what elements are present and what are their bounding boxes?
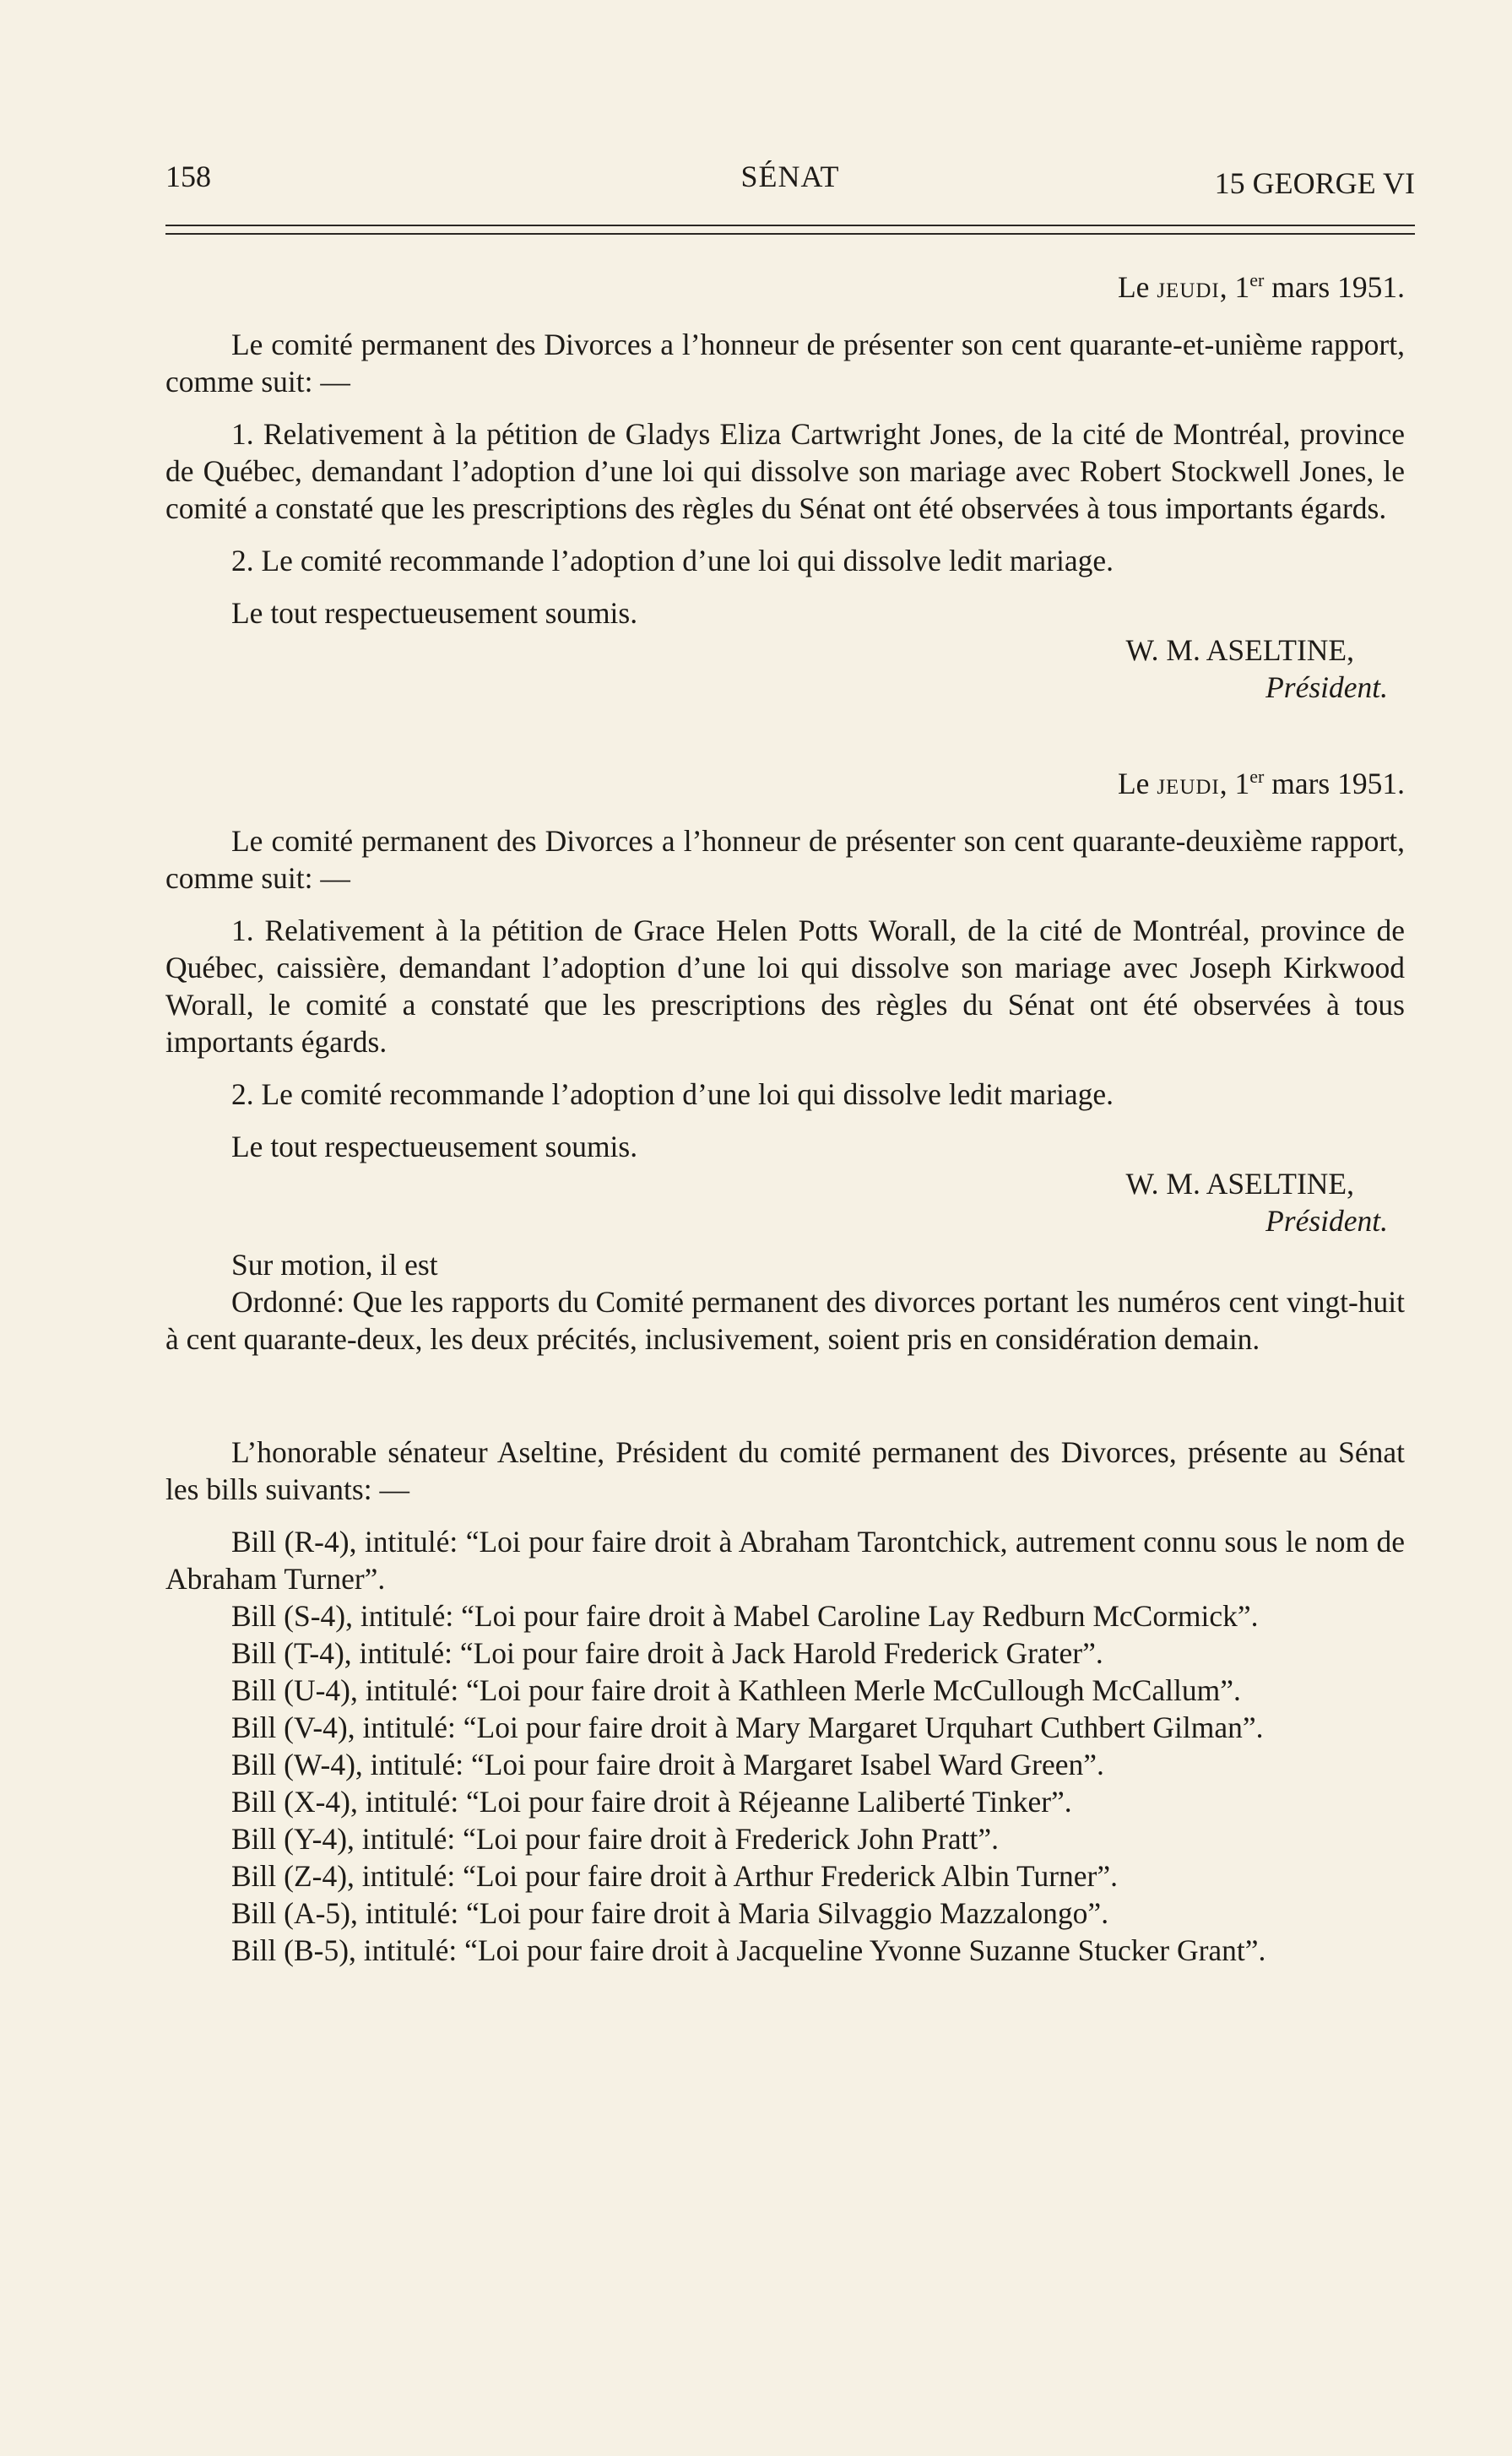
report1-item2: 2. Le comité recommande l’adoption d’une loi qui dissolve ledit mariage.	[231, 544, 1114, 577]
report1-item1: 1. Relativement à la pétition de Gladys Eliza Cartwright Jones, de la cité de Montréal, province de Québec, demandant l’adoption d’une loi qui dissolve son mariage avec Robert Stockwell Jones, le comité a constaté que les prescriptions des règles du Sénat ont été observées à tous importants égards.	[165, 417, 1405, 525]
motion-line: Sur motion, il est	[231, 1248, 438, 1282]
report1-date: Le jeudi, 1er mars 1951.	[1118, 269, 1405, 304]
report1-signature: W. M. ASELTINE,	[1125, 633, 1354, 667]
bill-item: Bill (W-4), intitulé: “Loi pour faire droit à Margaret Isabel Ward Green”.	[231, 1748, 1104, 1781]
report1-role: Président.	[1265, 670, 1388, 704]
motion-order: Ordonné: Que les rapports du Comité permanent des divorces portant les numéros cent vingt-huit à cent quarante-deux, les deux précités, inclusivement, soient pris en considération demain.	[165, 1285, 1405, 1356]
report2-signature: W. M. ASELTINE,	[1125, 1167, 1354, 1201]
bills-list	[165, 1523, 1405, 1969]
report2-intro: Le comité permanent des Divorces a l’honneur de présenter son cent quarante-deuxième rapport, comme suit: —	[165, 824, 1405, 895]
bill-item: Bill (B-5), intitulé: “Loi pour faire droit à Jacqueline Yvonne Suzanne Stucker Grant”.	[231, 1933, 1266, 1967]
report2-role: Président.	[1265, 1204, 1388, 1238]
bill-item: Bill (R-4), intitulé: “Loi pour faire droit à Abraham Tarontchick, autrement connu sous le nom de Abraham Turner”.	[165, 1525, 1405, 1596]
bills-intro: L’honorable sénateur Aseltine, Président du comité permanent des Divorces, présente au Sénat les bills suivants: —	[165, 1435, 1405, 1506]
header-rule-bottom	[165, 233, 1415, 235]
report2-item1: 1. Relativement à la pétition de Grace Helen Potts Worall, de la cité de Montréal, province de Québec, caissière, demandant l’adoption d’une loi qui dissolve son mariage avec Joseph Kirkwood Worall, le comité a constaté que les prescriptions des règles du Sénat ont été observées à tous importants égards.	[165, 914, 1405, 1059]
reign-label: 15 GEORGE VI	[1214, 166, 1415, 200]
bill-item: Bill (X-4), intitulé: “Loi pour faire droit à Réjeanne Laliberté Tinker”.	[231, 1785, 1072, 1819]
bill-item: Bill (T-4), intitulé: “Loi pour faire droit à Jack Harold Frederick Grater”.	[231, 1636, 1103, 1670]
page-title: SÉNAT	[740, 160, 840, 193]
bill-item: Bill (Y-4), intitulé: “Loi pour faire droit à Frederick John Pratt”.	[231, 1822, 999, 1856]
report2-date: Le jeudi, 1er mars 1951.	[1118, 766, 1405, 800]
running-header	[165, 159, 1415, 209]
header-rule-top	[165, 225, 1415, 226]
page-number: 158	[165, 160, 211, 193]
report2-closing: Le tout respectueusement soumis.	[231, 1130, 638, 1163]
report1-intro: Le comité permanent des Divorces a l’honneur de présenter son cent quarante-et-unième rapport, comme suit: —	[165, 328, 1405, 398]
report2-item2: 2. Le comité recommande l’adoption d’une loi qui dissolve ledit mariage.	[231, 1077, 1114, 1111]
bill-item: Bill (Z-4), intitulé: “Loi pour faire droit à Arthur Frederick Albin Turner”.	[231, 1859, 1118, 1893]
bill-item: Bill (S-4), intitulé: “Loi pour faire droit à Mabel Caroline Lay Redburn McCormick”.	[231, 1599, 1259, 1633]
bill-item: Bill (U-4), intitulé: “Loi pour faire droit à Kathleen Merle McCullough McCallum”.	[231, 1673, 1241, 1707]
report1-closing: Le tout respectueusement soumis.	[231, 596, 638, 630]
page-body	[165, 268, 1405, 1969]
bill-item: Bill (V-4), intitulé: “Loi pour faire droit à Mary Margaret Urquhart Cuthbert Gilman”.	[231, 1711, 1264, 1744]
bill-item: Bill (A-5), intitulé: “Loi pour faire droit à Maria Silvaggio Mazzalongo”.	[231, 1896, 1109, 1930]
